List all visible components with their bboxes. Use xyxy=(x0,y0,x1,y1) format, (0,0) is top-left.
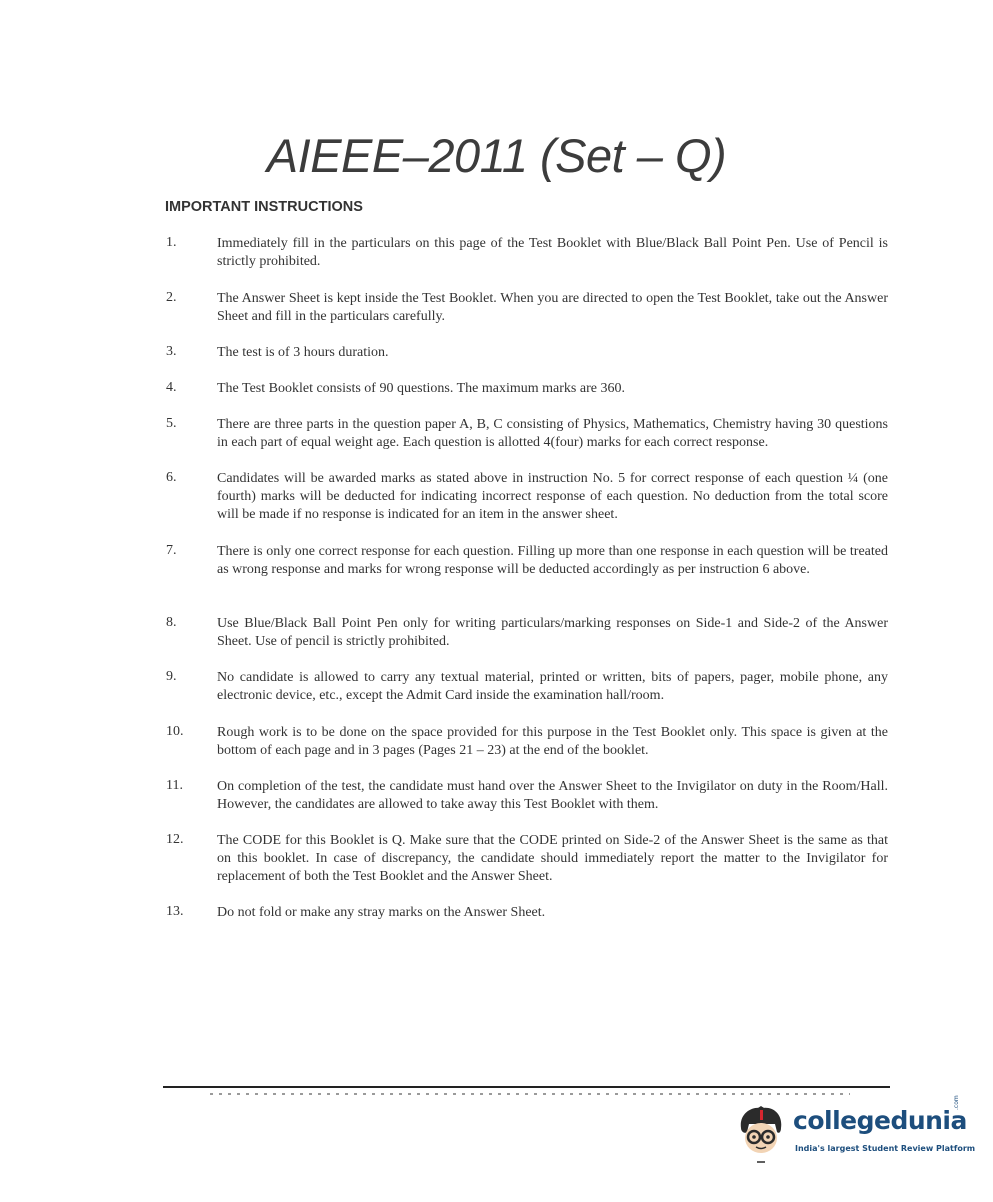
instruction-number: 4. xyxy=(166,380,177,395)
instruction-number: 13. xyxy=(166,904,184,919)
instruction-number: 2. xyxy=(166,290,177,305)
instruction-text: Candidates will be awarded marks as stated above in instruction No. 5 for correct response of each question ¼ (one fourth) marks will be deducted for indicating incorrect response of each question. No deduction from the total score will be made if no response is indicated for an item in the answer sheet. xyxy=(217,471,888,522)
collegedunia-logo xyxy=(735,1095,976,1168)
instruction-text: No candidate is allowed to carry any textual material, printed or written, bits of papers, pager, mobile phone, any electronic device, etc., except the Admit Card inside the examination hall/room. xyxy=(217,670,888,703)
instruction-number: 12. xyxy=(166,832,184,847)
instruction-number: 5. xyxy=(166,416,177,431)
instruction-text: There are three parts in the question paper A, B, C consisting of Physics, Mathematics, Chemistry having 30 questions in each part of equal weight age. Each question is allotted 4(four) marks for each correct response. xyxy=(217,417,888,450)
logo-wordmark: collegedunia xyxy=(793,1106,967,1135)
logo-domain: .com xyxy=(953,1095,960,1110)
instruction-text: On completion of the test, the candidate must hand over the Answer Sheet to the Invigilator on duty in the Room/Hall. However, the candidates are allowed to take away this Test Booklet with them. xyxy=(217,779,888,812)
instruction-text: Do not fold or make any stray marks on the Answer Sheet. xyxy=(217,905,546,920)
instruction-text: The Test Booklet consists of 90 questions. The maximum marks are 360. xyxy=(217,381,625,396)
instruction-number: 6. xyxy=(166,470,177,485)
instruction-number: 11. xyxy=(166,778,183,793)
instruction-text: The CODE for this Booklet is Q. Make sure that the CODE printed on Side-2 of the Answer Sheet is the same as that on this booklet. In case of discrepancy, the candidate should immediately report the matter to the Invigilator for replacement of both the Test Booklet and the Answer Sheet. xyxy=(217,833,888,884)
instruction-number: 9. xyxy=(166,669,177,684)
instruction-text: There is only one correct response for each question. Filling up more than one response in each question will be treated as wrong response and marks for wrong response will be deducted accordingly as per instruction 6 above. xyxy=(217,544,888,577)
instruction-number: 8. xyxy=(166,615,177,630)
instruction-text: Immediately fill in the particulars on this page of the Test Booklet with Blue/Black Ball Point Pen. Use of Pencil is strictly prohibited. xyxy=(217,236,888,269)
instruction-text: The Answer Sheet is kept inside the Test Booklet. When you are directed to open the Test Booklet, take out the Answer Sheet and fill in the particulars carefully. xyxy=(217,291,888,324)
footer-rule xyxy=(163,1086,890,1088)
student-mascot-icon xyxy=(735,1102,787,1166)
instruction-number: 3. xyxy=(166,344,177,359)
instruction-number: 7. xyxy=(166,543,177,558)
instruction-text: The test is of 3 hours duration. xyxy=(217,345,389,360)
logo-tagline: India's largest Student Review Platform xyxy=(795,1144,976,1153)
instruction-text: Use Blue/Black Ball Point Pen only for writing particulars/marking responses on Side-1 and Side-2 of the Answer Sheet. Use of pencil is strictly prohibited. xyxy=(217,616,888,649)
instruction-text: Rough work is to be done on the space provided for this purpose in the Test Booklet only. This space is given at the bottom of each page and in 3 pages (Pages 21 – 23) at the end of the booklet. xyxy=(217,725,888,758)
instructions-heading: IMPORTANT INSTRUCTIONS xyxy=(165,199,363,215)
document-title: AIEEE–2011 (Set – Q) xyxy=(266,129,727,182)
instruction-number: 1. xyxy=(166,235,177,250)
footer-address-line xyxy=(210,1093,850,1095)
instruction-number: 10. xyxy=(166,724,184,739)
